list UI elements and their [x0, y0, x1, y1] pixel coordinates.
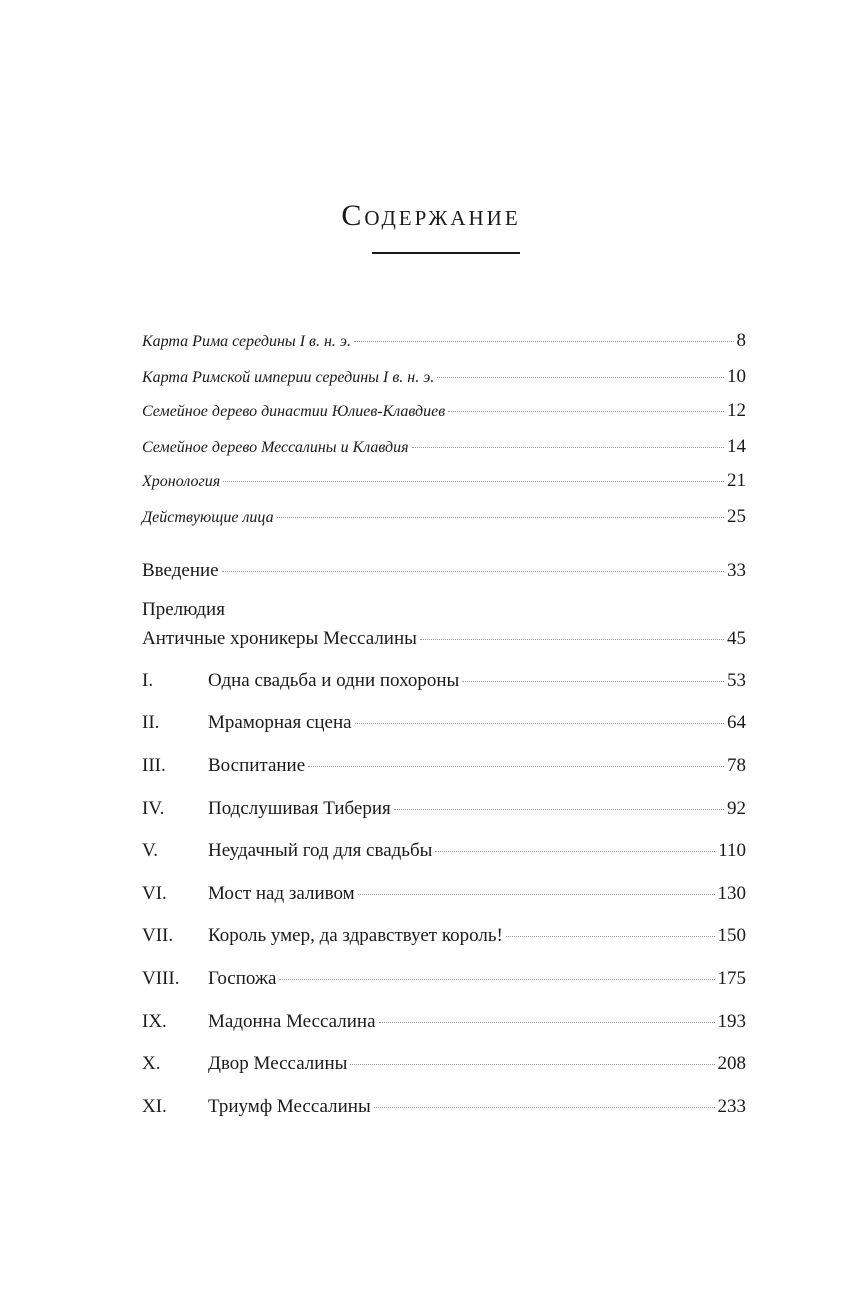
dot-leader — [448, 411, 724, 412]
toc-page-number: 150 — [717, 925, 746, 946]
chapter-number: XI. — [142, 1096, 167, 1117]
toc-entry-label: Король умер, да здравствует король! — [208, 925, 503, 946]
toc-entry-label: Мост над заливом — [208, 883, 355, 904]
toc-entry-map-rome[interactable] — [142, 330, 746, 352]
toc-entry-label: Карта Римской империи середины I в. н. э. — [142, 369, 435, 386]
toc-page-number: 53 — [727, 670, 746, 691]
toc-page-number: 21 — [727, 470, 746, 491]
chapter-number: IV. — [142, 798, 165, 819]
chapter-number: IX. — [142, 1011, 167, 1032]
toc-entry-label: Мадонна Мессалина — [208, 1011, 376, 1032]
chapter-number: VIII. — [142, 968, 180, 989]
dot-leader — [462, 681, 724, 682]
toc-page-number: 12 — [727, 400, 746, 421]
toc-chapter-1[interactable] — [142, 670, 746, 692]
toc-entry-label: Двор Мессалины — [208, 1053, 348, 1074]
chapter-number: X. — [142, 1053, 161, 1074]
toc-entry-label: Действующие лица — [142, 509, 274, 526]
toc-entry-label: Подслушивая Тиберия — [208, 798, 391, 819]
toc-page-number: 14 — [727, 436, 746, 457]
dot-leader — [350, 1064, 714, 1065]
toc-entry-family-tree-messalina[interactable] — [142, 436, 746, 458]
toc-entry-map-empire[interactable] — [142, 366, 746, 388]
toc-entry-label: Воспитание — [208, 755, 306, 776]
toc-chapter-2[interactable] — [142, 712, 746, 734]
toc-page-number: 8 — [736, 330, 746, 351]
dot-leader — [355, 723, 724, 724]
dot-leader — [412, 447, 724, 448]
toc-entry-label: Одна свадьба и одни похороны — [208, 670, 460, 691]
dot-leader — [435, 851, 715, 852]
toc-page-number: 92 — [727, 798, 746, 819]
toc-entry-label: Введение — [142, 560, 219, 581]
toc-entry-characters[interactable] — [142, 506, 746, 528]
chapter-number: VI. — [142, 883, 167, 904]
toc-chapter-3[interactable] — [142, 755, 746, 777]
chapter-number: II. — [142, 712, 160, 733]
dot-leader — [506, 936, 715, 937]
title-divider — [372, 252, 520, 254]
dot-leader — [374, 1107, 715, 1108]
toc-chapter-11[interactable] — [142, 1096, 746, 1118]
toc-chapter-4[interactable] — [142, 798, 746, 820]
toc-page-number: 175 — [717, 968, 746, 989]
dot-leader — [379, 1022, 715, 1023]
toc-page-number: 33 — [727, 560, 746, 581]
toc-page-number: 208 — [717, 1053, 746, 1074]
toc-page-number: 110 — [718, 840, 746, 861]
toc-page-number: 130 — [717, 883, 746, 904]
toc-page-number: 10 — [727, 366, 746, 387]
toc-entry-label: Хронология — [142, 473, 221, 490]
toc-prelude-heading: Прелюдия — [142, 599, 225, 620]
chapter-number: V. — [142, 840, 159, 861]
toc-page-number: 64 — [727, 712, 746, 733]
dot-leader — [420, 639, 724, 640]
toc-chapter-5[interactable] — [142, 840, 746, 862]
toc-entry-label: Госпожа — [208, 968, 277, 989]
toc-page-number: 25 — [727, 506, 746, 527]
page-title: Содержание — [341, 199, 521, 232]
toc-page-number: 193 — [717, 1011, 746, 1032]
chapter-number: III. — [142, 755, 166, 776]
toc-entry-label: Семейное дерево династии Юлиев-Клавдиев — [142, 403, 446, 420]
dot-leader — [279, 979, 714, 980]
dot-leader — [308, 766, 724, 767]
toc-entry-prelude[interactable] — [142, 628, 746, 650]
toc-chapter-8[interactable] — [142, 968, 746, 990]
toc-chapter-7[interactable] — [142, 925, 746, 947]
toc-entry-label: Семейное дерево Мессалины и Клавдия — [142, 439, 409, 456]
toc-entry-chronology[interactable] — [142, 470, 746, 492]
toc-entry-label: Неудачный год для свадьбы — [208, 840, 433, 861]
toc-entry-label: Мраморная сцена — [208, 712, 352, 733]
dot-leader — [394, 809, 724, 810]
chapter-number: I. — [142, 670, 154, 691]
toc-chapter-9[interactable] — [142, 1011, 746, 1033]
dot-leader — [437, 377, 724, 378]
dot-leader — [277, 517, 724, 518]
toc-page-number: 233 — [717, 1096, 746, 1117]
dot-leader — [354, 341, 734, 342]
toc-chapter-10[interactable] — [142, 1053, 746, 1075]
dot-leader — [358, 894, 715, 895]
toc-entry-label: Карта Рима середины I в. н. э. — [142, 333, 351, 350]
toc-entry-label: Античные хроникеры Мессалины — [142, 628, 417, 649]
dot-leader — [222, 571, 724, 572]
toc-page-number: 45 — [727, 628, 746, 649]
toc-page-number: 78 — [727, 755, 746, 776]
chapter-number: VII. — [142, 925, 174, 946]
toc-chapter-6[interactable] — [142, 883, 746, 905]
toc-entry-family-tree-julio-claudian[interactable] — [142, 400, 746, 422]
toc-entry-label: Триумф Мессалины — [208, 1096, 371, 1117]
dot-leader — [223, 481, 724, 482]
toc-entry-introduction[interactable] — [142, 560, 746, 582]
